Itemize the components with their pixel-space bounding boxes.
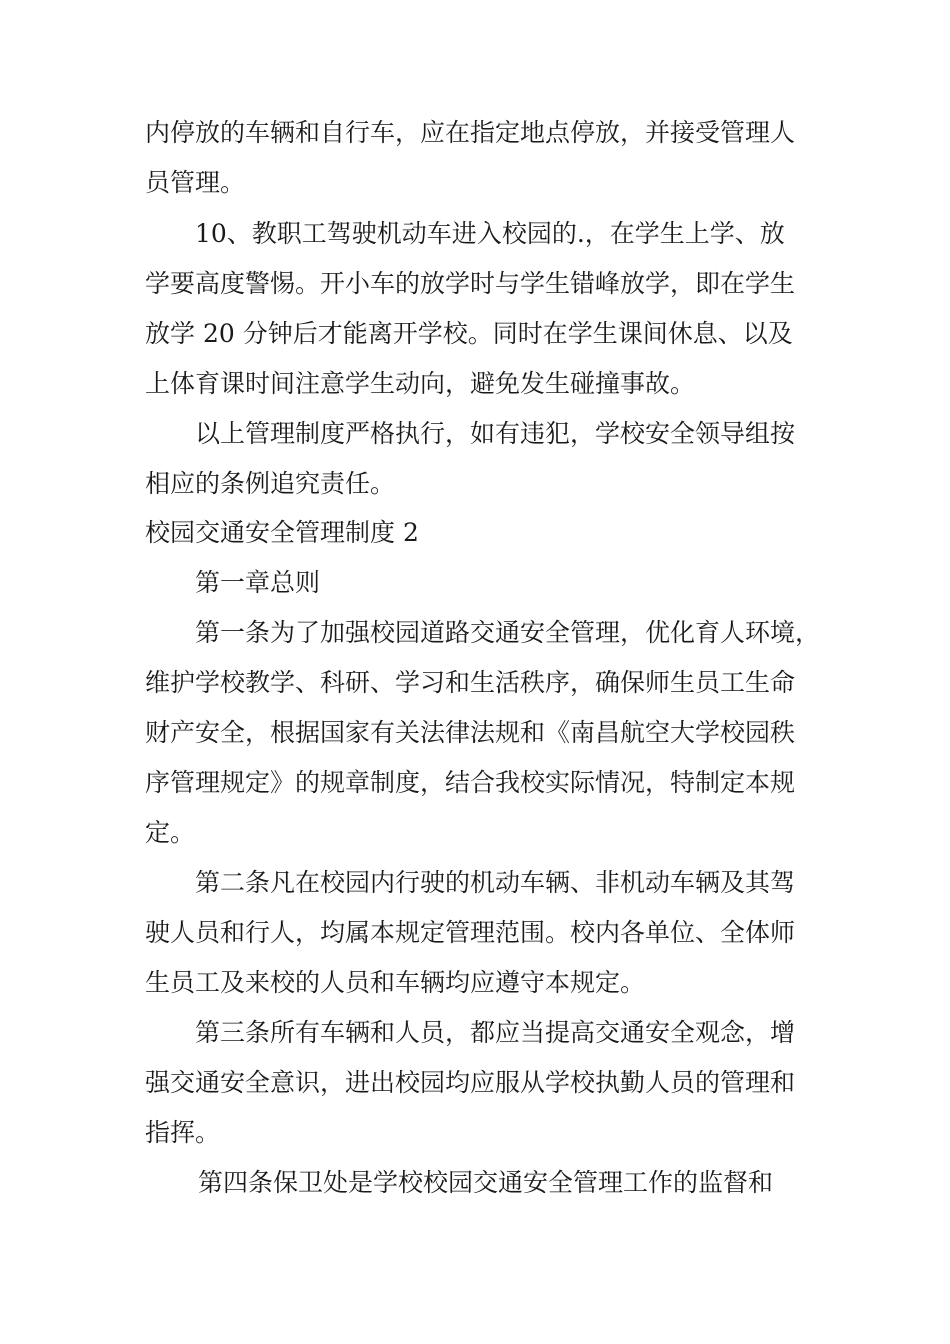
text-line: 学要高度警惕。开小车的放学时与学生错峰放学，即在学生 bbox=[145, 269, 796, 298]
paragraph-start-line: 10、教职工驾驶机动车进入校园的.，在学生上学、放 bbox=[195, 219, 785, 248]
chapter-heading: 第一章总则 bbox=[195, 568, 321, 597]
text-line: 内停放的车辆和自行车，应在指定地点停放，并接受管理人 bbox=[145, 118, 796, 147]
paragraph-start-line: 以上管理制度严格执行，如有违犯，学校安全领导组按 bbox=[195, 419, 796, 448]
text-line: 强交通安全意识，进出校园均应服从学校执勤人员的管理和 bbox=[145, 1068, 796, 1097]
text-line: 相应的条例追究责任。 bbox=[145, 469, 396, 498]
paragraph-start-line: 第四条保卫处是学校校园交通安全管理工作的监督和 bbox=[198, 1168, 774, 1197]
paragraph-start-line: 第二条凡在校园内行驶的机动车辆、非机动车辆及其驾 bbox=[195, 868, 796, 897]
text-line: 维护学校教学、科研、学习和生活秩序，确保师生员工生命 bbox=[145, 668, 796, 697]
text-line: 生员工及来校的人员和车辆均应遵守本规定。 bbox=[145, 968, 646, 997]
text-line: 员管理。 bbox=[145, 168, 246, 197]
text-line: 驶人员和行人，均属本规定管理范围。校内各单位、全体师 bbox=[145, 918, 796, 947]
text-line: 放学 20 分钟后才能离开学校。同时在学生课间休息、以及 bbox=[145, 319, 793, 348]
text-line: 上体育课时间注意学生动向，避免发生碰撞事故。 bbox=[145, 369, 696, 398]
text-line: 财产安全，根据国家有关法律法规和《南昌航空大学校园秩 bbox=[145, 718, 796, 747]
section-title: 校园交通安全管理制度 2 bbox=[145, 518, 419, 547]
paragraph-start-line: 第三条所有车辆和人员，都应当提高交通安全观念，增 bbox=[195, 1018, 796, 1047]
text-line: 定。 bbox=[145, 818, 196, 847]
text-line: 指挥。 bbox=[145, 1118, 221, 1147]
paragraph-start-line: 第一条为了加强校园道路交通安全管理，优化育人环境， bbox=[195, 618, 821, 647]
text-line: 序管理规定》的规章制度，结合我校实际情况，特制定本规 bbox=[145, 768, 796, 797]
